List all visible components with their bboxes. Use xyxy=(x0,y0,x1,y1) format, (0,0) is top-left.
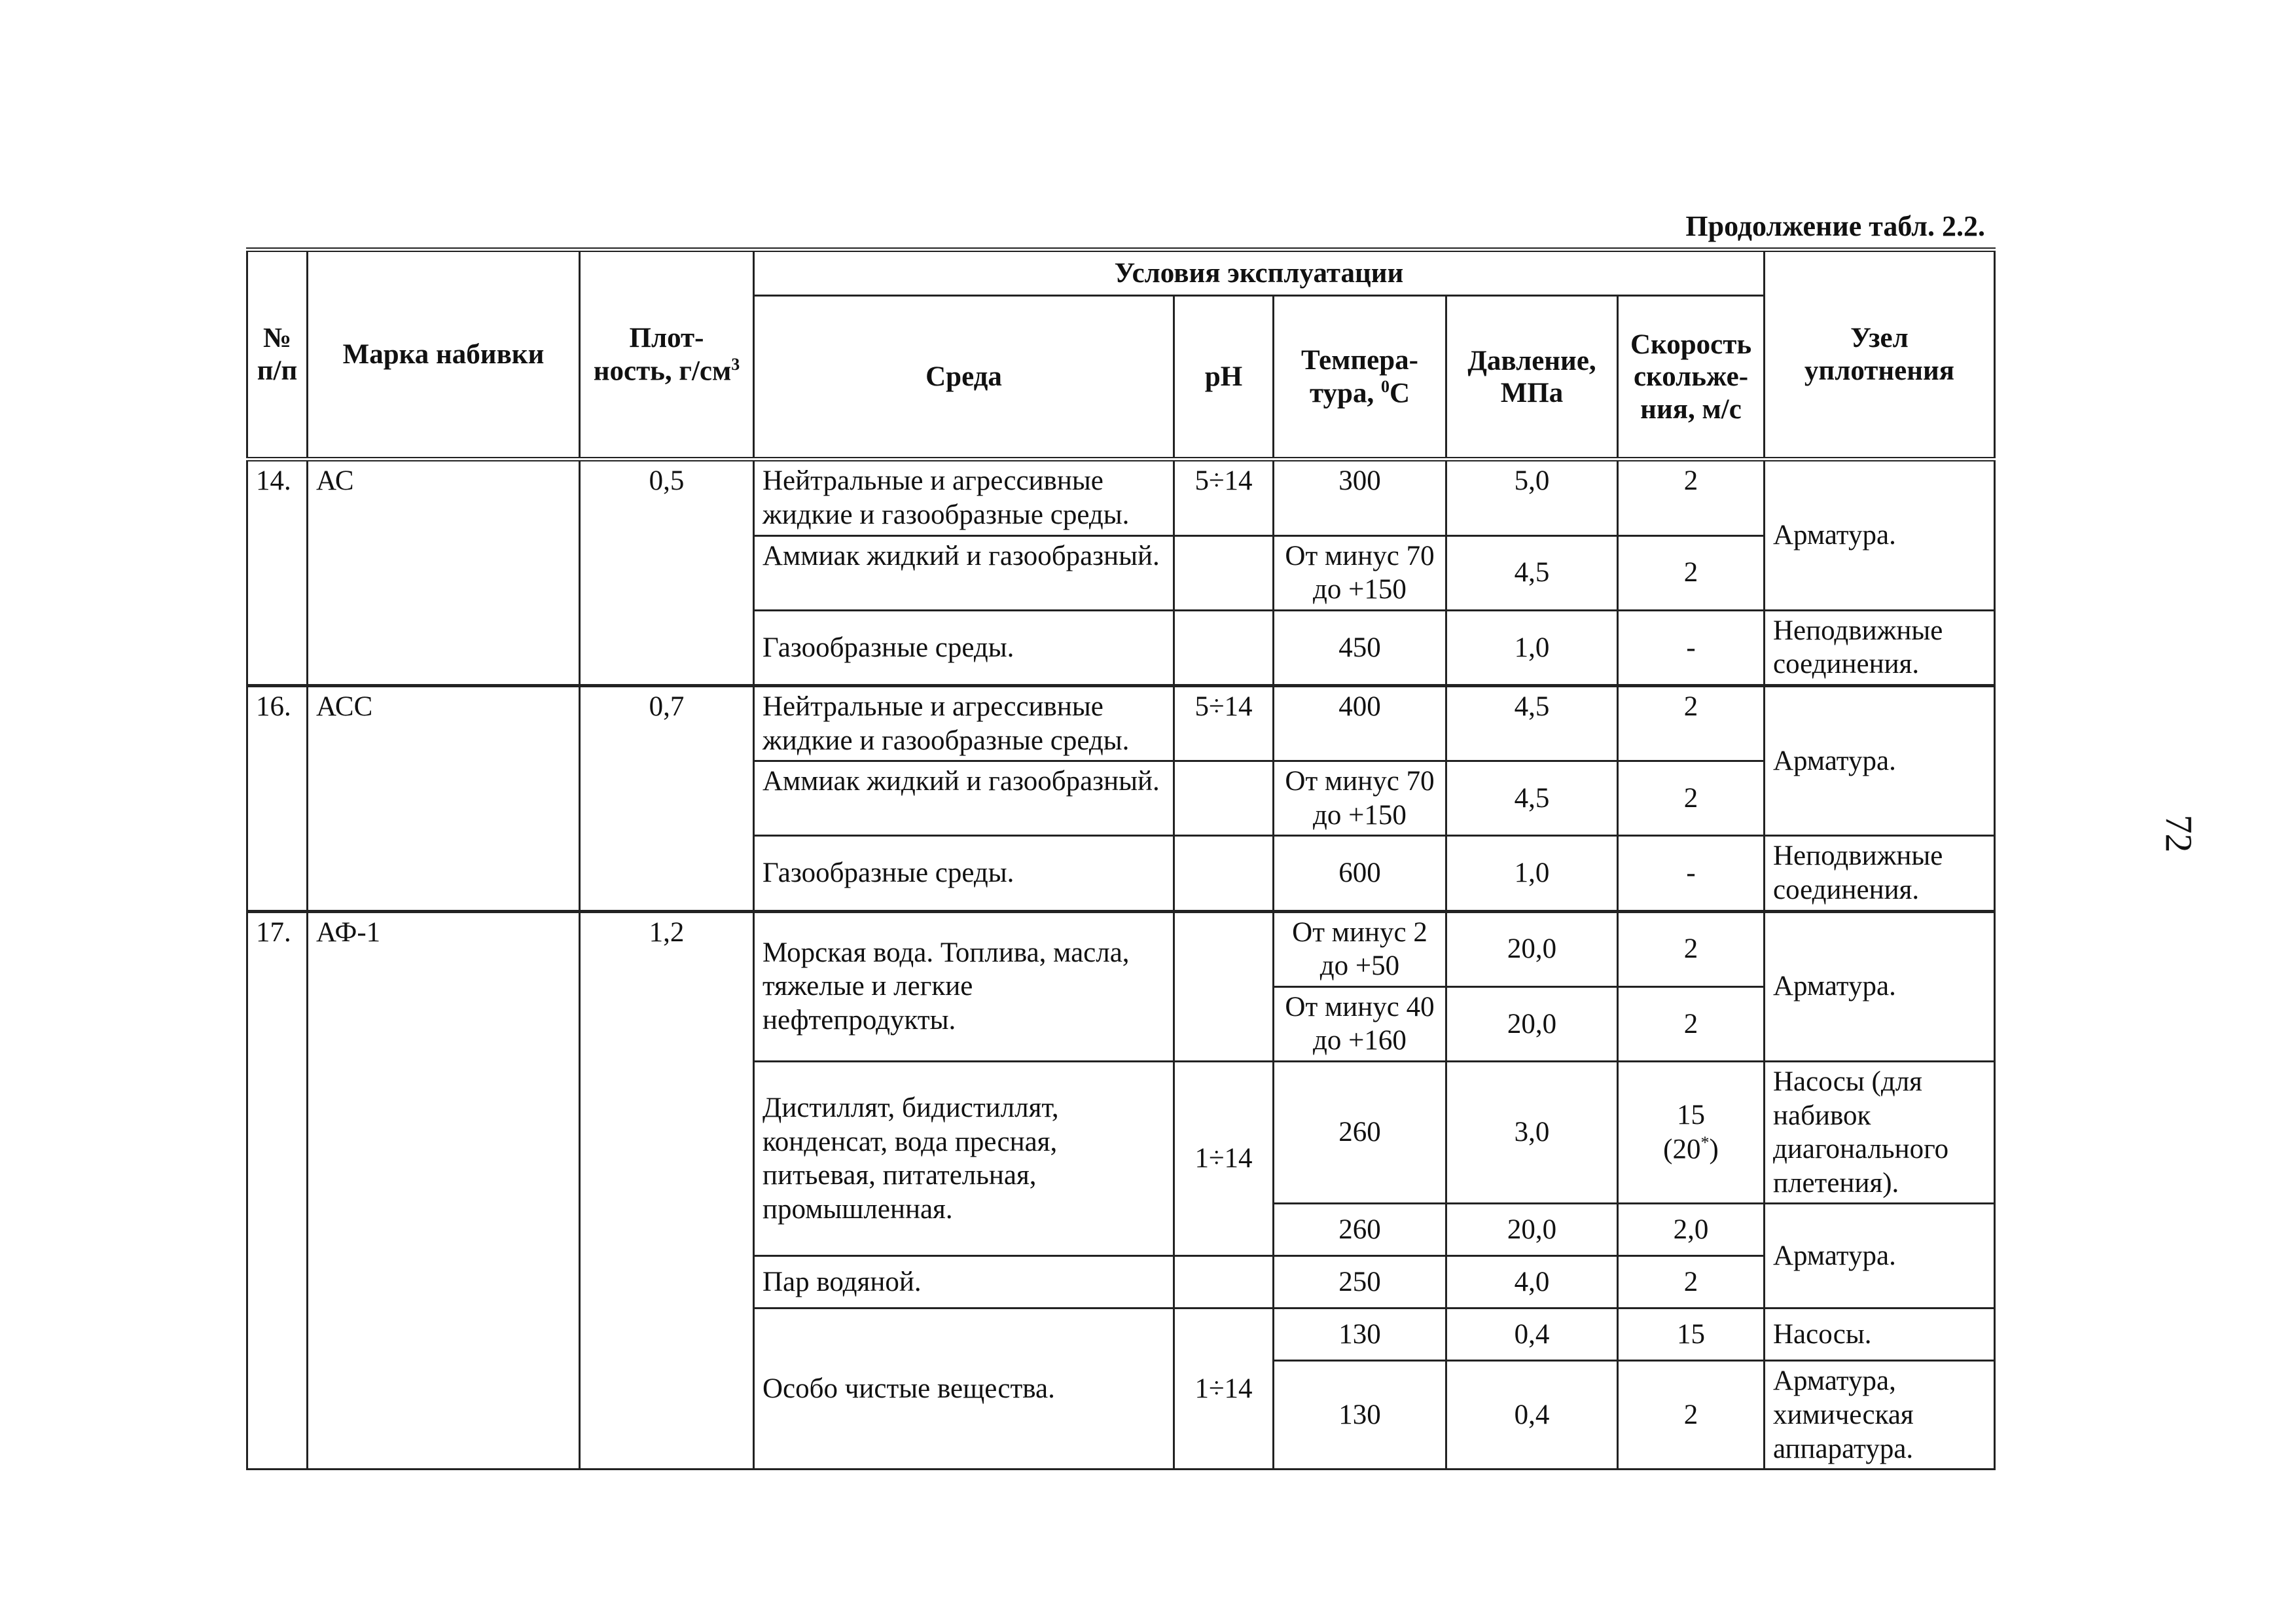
cell-ph xyxy=(1174,610,1274,685)
cell-seal: Арматура. xyxy=(1765,911,1995,1061)
cell-ph: 1÷14 xyxy=(1174,1308,1274,1470)
cell-ph: 5÷14 xyxy=(1174,686,1274,761)
header-number: № п/п xyxy=(247,250,308,460)
cell-speed: 15 (20*) xyxy=(1618,1061,1765,1203)
cell-temperature: От минус 70 до +150 xyxy=(1274,761,1446,836)
cell-seal: Арматура. xyxy=(1765,686,1995,836)
cell-seal: Неподвижные соединения. xyxy=(1765,610,1995,685)
cell-pressure: 4,5 xyxy=(1446,761,1618,836)
cell-pressure: 4,0 xyxy=(1446,1256,1618,1308)
cell-temperature: 130 xyxy=(1274,1308,1446,1361)
cell-ph xyxy=(1174,911,1274,1061)
cell-medium: Газообразные среды. xyxy=(754,610,1174,685)
cell-medium: Пар водяной. xyxy=(754,1256,1174,1308)
row-density: 1,2 xyxy=(580,911,754,1470)
cell-speed: 2 xyxy=(1618,1256,1765,1308)
cell-temperature: 400 xyxy=(1274,686,1446,761)
cell-speed: 2 xyxy=(1618,1361,1765,1470)
cell-pressure: 1,0 xyxy=(1446,610,1618,685)
cell-medium: Аммиак жидкий и газообразный. xyxy=(754,761,1174,836)
header-ph: pH xyxy=(1174,296,1274,460)
row-density: 0,5 xyxy=(580,460,754,686)
row-brand: АС xyxy=(308,460,580,686)
row-number: 17. xyxy=(247,911,308,1470)
cell-ph xyxy=(1174,836,1274,911)
header-conditions: Условия эксплуатации xyxy=(754,250,1765,296)
cell-pressure: 5,0 xyxy=(1446,460,1618,535)
header-medium: Среда xyxy=(754,296,1174,460)
page-number: 72 xyxy=(2157,814,2200,853)
cell-medium: Газообразные среды. xyxy=(754,836,1174,911)
cell-seal: Арматура, химическая аппаратура. xyxy=(1765,1361,1995,1470)
cell-medium: Аммиак жидкий и газообразный. xyxy=(754,535,1174,610)
cell-temperature: 300 xyxy=(1274,460,1446,535)
header-seal: Узел уплотнения xyxy=(1765,250,1995,460)
row-density: 0,7 xyxy=(580,686,754,912)
cell-speed: 2 xyxy=(1618,911,1765,986)
cell-medium: Особо чистые вещества. xyxy=(754,1308,1174,1470)
row-number: 14. xyxy=(247,460,308,686)
cell-ph xyxy=(1174,1256,1274,1308)
header-pressure: Давление, МПа xyxy=(1446,296,1618,460)
cell-ph xyxy=(1174,761,1274,836)
table-row xyxy=(247,686,1995,761)
cell-pressure: 4,5 xyxy=(1446,686,1618,761)
cell-seal: Арматура. xyxy=(1765,1204,1995,1308)
cell-temperature: 250 xyxy=(1274,1256,1446,1308)
cell-speed: - xyxy=(1618,610,1765,685)
cell-speed: 2 xyxy=(1618,460,1765,535)
cell-medium: Нейтральные и агрессивные жидкие и газообразные среды. xyxy=(754,460,1174,535)
cell-pressure: 20,0 xyxy=(1446,986,1618,1061)
cell-pressure: 4,5 xyxy=(1446,535,1618,610)
cell-speed: 2,0 xyxy=(1618,1204,1765,1256)
cell-speed: 2 xyxy=(1618,535,1765,610)
packing-conditions-table xyxy=(246,247,1996,1470)
cell-medium: Дистиллят, бидистиллят, конденсат, вода пресная, питьевая, питательная, промышленная. xyxy=(754,1061,1174,1255)
cell-pressure: 20,0 xyxy=(1446,1204,1618,1256)
header-temperature: Темпера- тура, $^0$С xyxy=(1274,296,1446,460)
cell-pressure: 3,0 xyxy=(1446,1061,1618,1203)
cell-speed: 2 xyxy=(1618,761,1765,836)
cell-ph: 1÷14 xyxy=(1174,1061,1274,1255)
cell-medium: Морская вода. Топлива, масла, тяжелые и легкие нефтепродукты. xyxy=(754,911,1174,1061)
cell-temperature: 450 xyxy=(1274,610,1446,685)
cell-pressure: 1,0 xyxy=(1446,836,1618,911)
cell-speed: 15 xyxy=(1618,1308,1765,1361)
cell-temperature: 130 xyxy=(1274,1361,1446,1470)
cell-speed: - xyxy=(1618,836,1765,911)
cell-temperature: 260 xyxy=(1274,1061,1446,1203)
cell-seal: Насосы. xyxy=(1765,1308,1995,1361)
cell-temperature: 260 xyxy=(1274,1204,1446,1256)
header-speed: Скорость скольже- ния, м/с xyxy=(1618,296,1765,460)
row-brand: АСС xyxy=(308,686,580,912)
cell-ph: 5÷14 xyxy=(1174,460,1274,535)
cell-temperature: От минус 40 до +160 xyxy=(1274,986,1446,1061)
cell-temperature: 600 xyxy=(1274,836,1446,911)
cell-temperature: От минус 2 до +50 xyxy=(1274,911,1446,986)
cell-temperature: От минус 70 до +150 xyxy=(1274,535,1446,610)
header-density: Плот- ность, $г/см^3$ xyxy=(580,250,754,460)
table-row xyxy=(247,460,1995,535)
row-brand: АФ-1 xyxy=(308,911,580,1470)
cell-medium: Нейтральные и агрессивные жидкие и газообразные среды. xyxy=(754,686,1174,761)
table-row xyxy=(247,911,1995,986)
cell-pressure: 0,4 xyxy=(1446,1361,1618,1470)
cell-ph xyxy=(1174,535,1274,610)
cell-seal: Неподвижные соединения. xyxy=(1765,836,1995,911)
table-continuation-caption: Продолжение табл. 2.2. xyxy=(1685,210,1985,242)
cell-pressure: 0,4 xyxy=(1446,1308,1618,1361)
row-number: 16. xyxy=(247,686,308,912)
header-brand: Марка набивки xyxy=(308,250,580,460)
cell-speed: 2 xyxy=(1618,986,1765,1061)
cell-pressure: 20,0 xyxy=(1446,911,1618,986)
cell-seal: Насосы (для набивок диагонального плетения). xyxy=(1765,1061,1995,1203)
cell-speed: 2 xyxy=(1618,686,1765,761)
cell-seal: Арматура. xyxy=(1765,460,1995,610)
